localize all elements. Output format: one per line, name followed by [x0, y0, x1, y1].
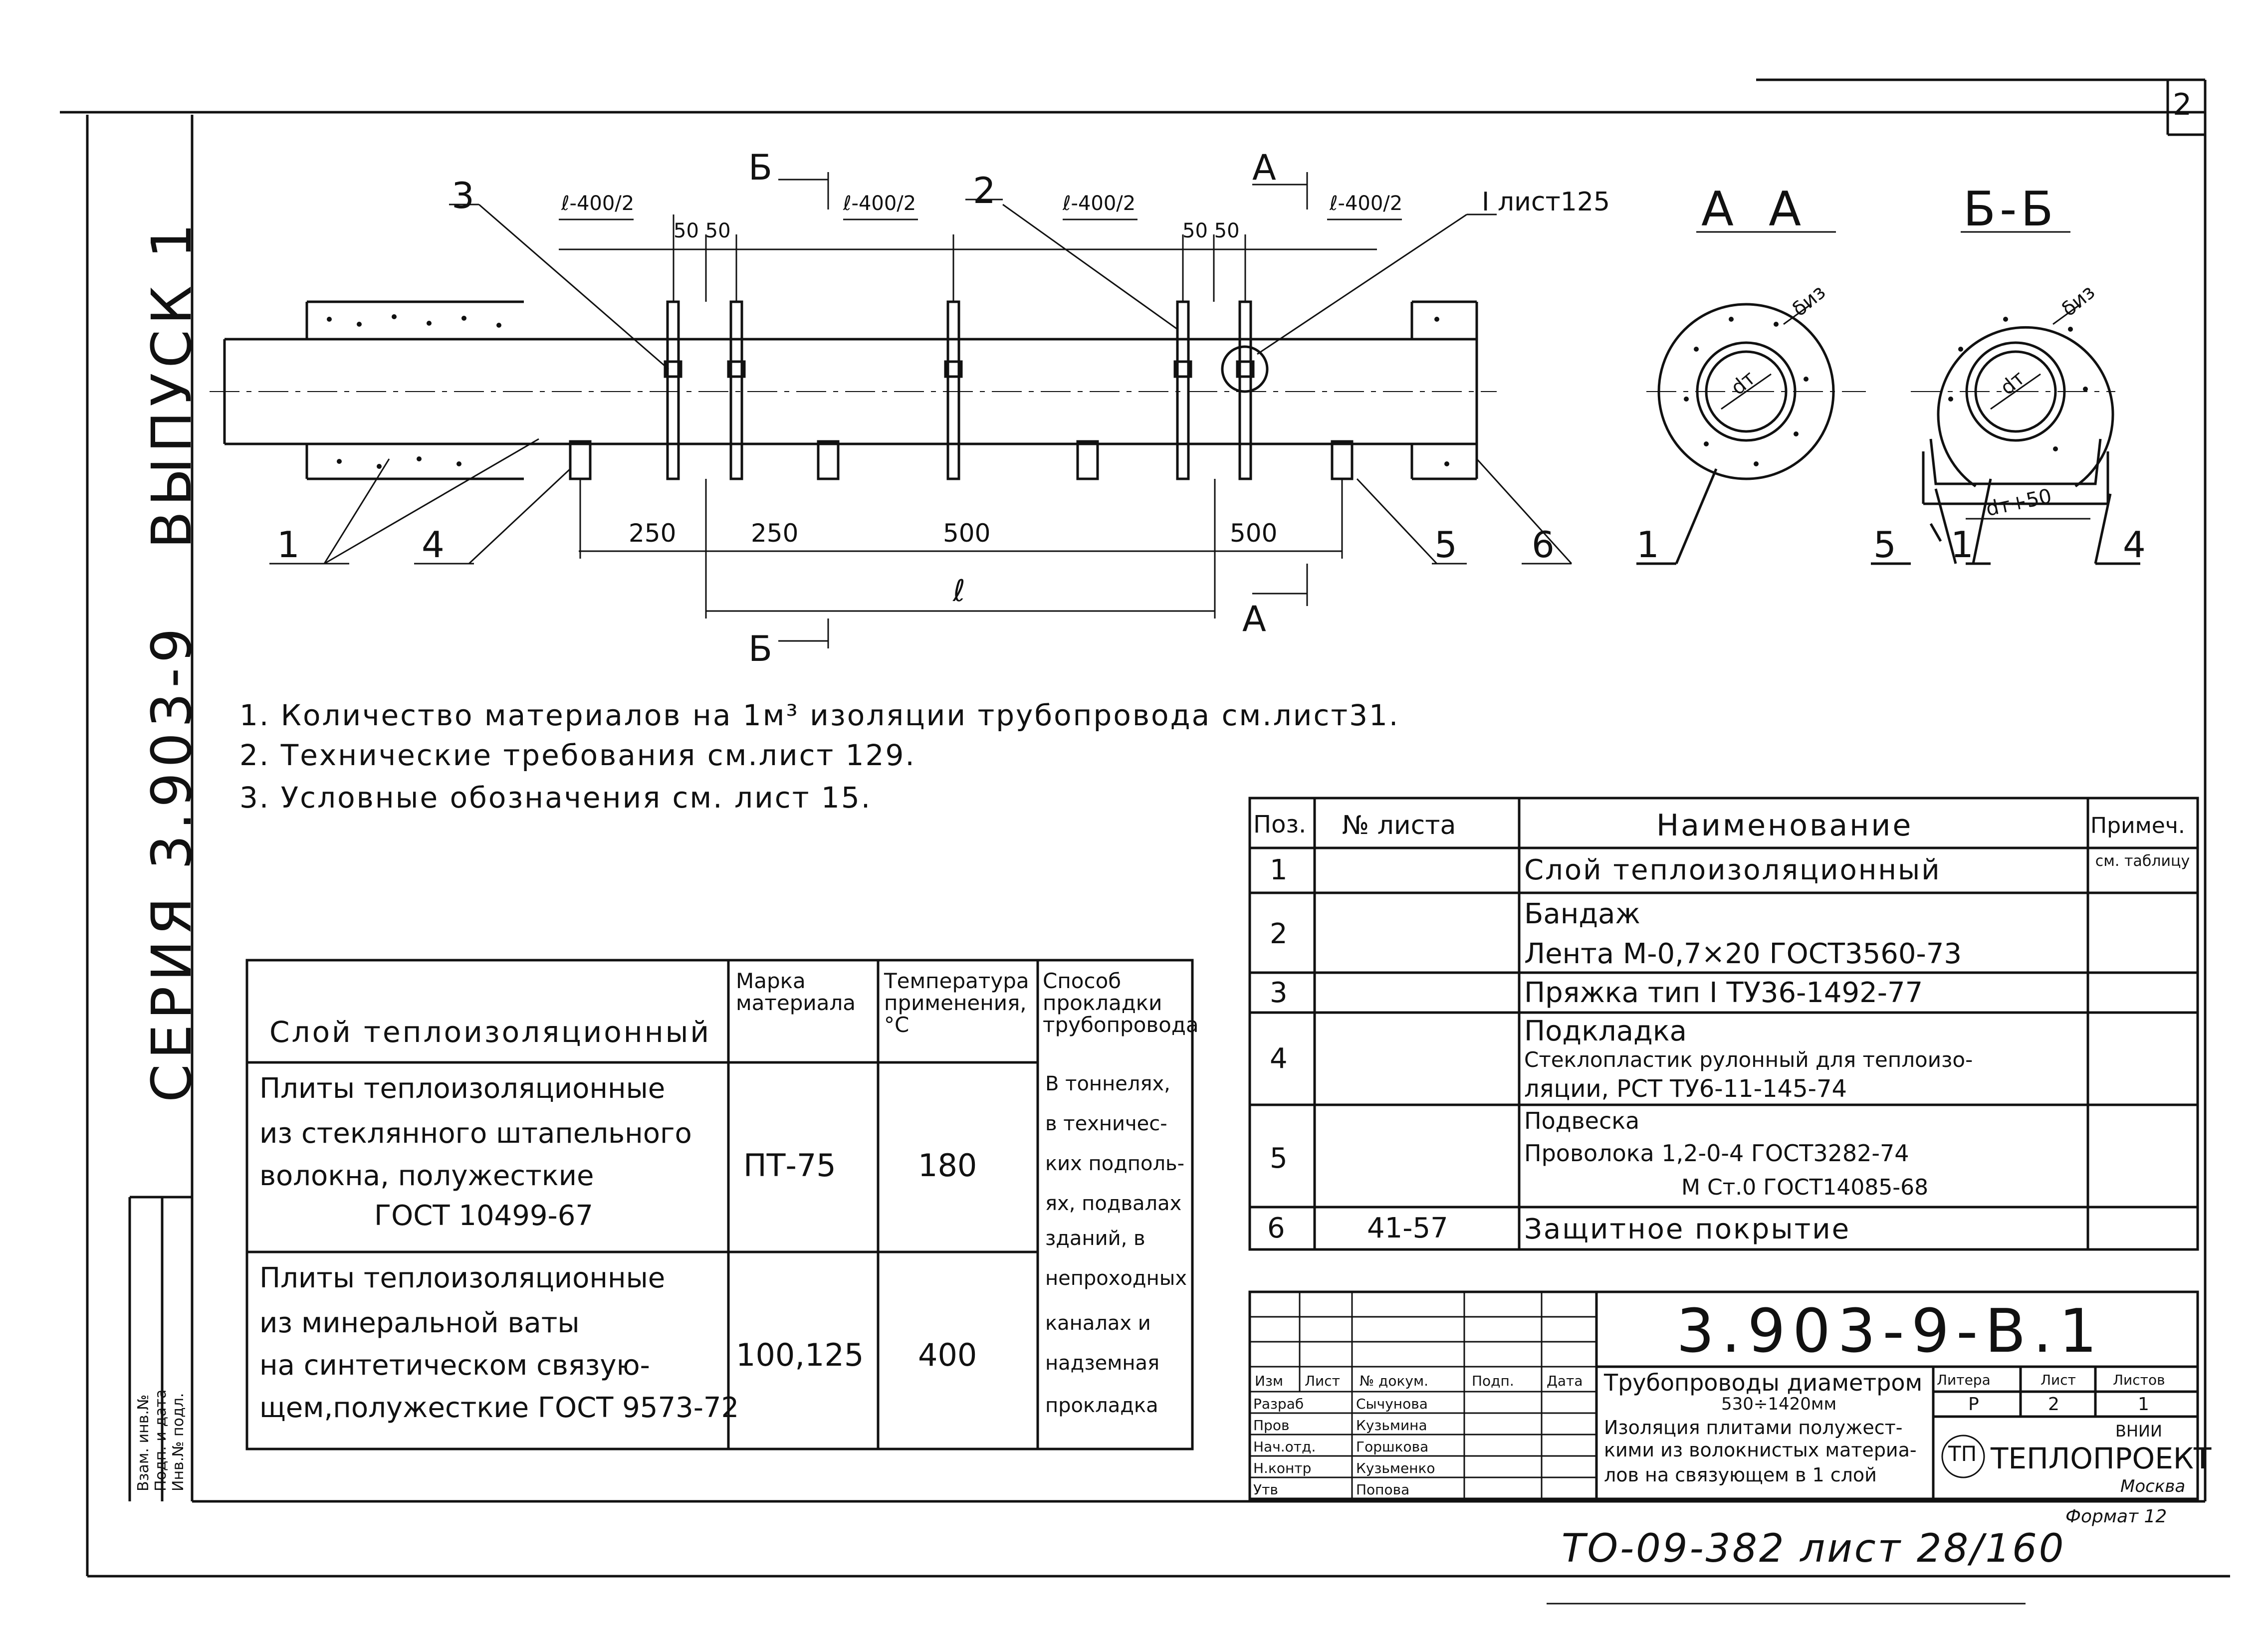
callout-bb-1: 1: [1951, 524, 1974, 566]
spec-row1-pos: 1: [1270, 854, 1288, 886]
mat-row2-name-3: щем,полужесткие ГОСТ 9573-72: [259, 1392, 739, 1424]
spec-row5-name-2: М Ст.0 ГОСТ14085-68: [1681, 1175, 1929, 1200]
spec-row4-name-1: Стеклопластик рулонный для теплоизо-: [1524, 1047, 1973, 1072]
dim-half-gap-2: ℓ-400/2: [843, 192, 916, 215]
callout-6: 6: [1532, 524, 1555, 566]
mat-method-2: ких подполь-: [1045, 1152, 1185, 1175]
dim-half-gap-3: ℓ-400/2: [1063, 192, 1136, 215]
section-aa-title: А А: [1701, 182, 1812, 237]
mat-header-mark: Марка материала: [736, 969, 856, 1015]
callout-bb-4: 4: [2123, 524, 2146, 566]
spec-row2-pos: 2: [1270, 918, 1288, 950]
mat-method-1: в техничес-: [1045, 1112, 1167, 1135]
note-2: 2. Технические требования см.лист 129.: [239, 738, 916, 772]
title-line-4: лов на связующем в 1 слой: [1604, 1464, 1877, 1486]
head-col-2: № докум.: [1360, 1373, 1429, 1389]
spec-row4-pos: 4: [1270, 1042, 1288, 1075]
callout-5: 5: [1434, 524, 1457, 566]
mat-method-3: ях, подвалах: [1045, 1192, 1182, 1215]
title-line-3: кими из волокнистых материа-: [1604, 1439, 1917, 1461]
mat-row1-mark: ПТ-75: [743, 1147, 836, 1184]
dim-half-gap-4: ℓ-400/2: [1330, 192, 1403, 215]
spec-row4-name-2: ляции, РСТ ТУ6-11-145-74: [1524, 1075, 1847, 1103]
dim-250-a: 250: [629, 519, 677, 548]
spec-header-pos: Поз.: [1253, 811, 1307, 838]
page-corner-number: 2: [2173, 87, 2192, 122]
spec-row1-note: см. таблицу: [2095, 852, 2190, 870]
side-stamp-issue: ВЫПУСК 1: [140, 218, 204, 549]
stage-value-0: Р: [1968, 1394, 1979, 1415]
spec-row5-pos: 5: [1270, 1142, 1288, 1175]
spec-row1-name: Слой теплоизоляционный: [1524, 854, 1941, 886]
spec-header-name: Наименование: [1656, 808, 1913, 843]
spec-row6-pos: 6: [1267, 1212, 1285, 1244]
format-label: Формат 12: [2065, 1506, 2167, 1527]
name-4: Попова: [1356, 1481, 1410, 1498]
spec-row5-name-1: Проволока 1,2-0-4 ГОСТ3282-74: [1524, 1140, 1909, 1167]
footer-ref: ТО-09-382 лист 28/160: [1562, 1526, 2066, 1571]
margin-stamp-1: Подп. и дата: [152, 1389, 170, 1491]
spec-header-sheet: № листа: [1342, 811, 1456, 840]
mat-row1-name-0: Плиты теплоизоляционные: [259, 1072, 666, 1105]
callout-3: 3: [452, 175, 474, 216]
mat-header-layer: Слой теплоизоляционный: [269, 1015, 711, 1049]
dim-500-a: 500: [943, 519, 991, 548]
dim-half-gap-1: ℓ-400/2: [561, 192, 635, 215]
mat-method-8: прокладка: [1045, 1394, 1158, 1417]
callout-4: 4: [422, 524, 445, 566]
mat-row2-name-1: из минеральной ваты: [259, 1307, 580, 1339]
callout-1: 1: [277, 524, 300, 566]
org-line-1: ТЕПЛОПРОЕКТ: [1991, 1442, 2212, 1475]
mat-row2-name-0: Плиты теплоизоляционные: [259, 1262, 666, 1294]
stage-value-2: 1: [2138, 1394, 2149, 1415]
name-0: Сычунова: [1356, 1396, 1428, 1412]
label-dt-bb: dт: [1996, 366, 2030, 400]
name-1: Кузьмина: [1356, 1417, 1427, 1434]
section-mark-a-bottom: А: [1242, 599, 1266, 639]
name-2: Горшкова: [1356, 1439, 1429, 1455]
head-col-1: Лист: [1305, 1373, 1340, 1389]
section-mark-b-bottom: Б: [748, 628, 773, 669]
mat-row1-name-2: волокна, полужесткие: [259, 1160, 594, 1192]
detail-ref: I лист125: [1482, 187, 1610, 217]
section-mark-b-top: Б: [748, 147, 773, 188]
head-col-0: Изм: [1255, 1373, 1283, 1389]
stage-header-2: Листов: [2113, 1372, 2165, 1388]
org-line-0: ВНИИ: [2115, 1422, 2162, 1441]
label-dt50: dт+50: [1984, 484, 2054, 521]
callout-bb-5: 5: [1873, 524, 1896, 566]
margin-stamp-2: Инв.№ подл.: [170, 1393, 187, 1491]
dim-250-b: 250: [751, 519, 799, 548]
stage-header-0: Литера: [1937, 1372, 1991, 1388]
mat-row1-name-3: ГОСТ 10499-67: [374, 1200, 593, 1232]
title-block-code: 3.903-9-В.1: [1676, 1297, 2104, 1366]
mat-row2-temp: 400: [918, 1337, 977, 1373]
label-dt-aa: dт: [1726, 366, 1760, 400]
spec-row2-name-0: Бандаж: [1524, 898, 1640, 930]
mat-row2-mark: 100,125: [736, 1337, 864, 1373]
spec-row6-name: Защитное покрытие: [1524, 1213, 1851, 1245]
head-col-4: Дата: [1547, 1373, 1583, 1389]
label-diz-aa: δиз: [1788, 280, 1830, 321]
label-diz-bb: δиз: [2057, 280, 2100, 321]
margin-stamp-0: Взам. инв.№: [135, 1394, 152, 1491]
spec-row3-pos: 3: [1270, 977, 1288, 1009]
spec-row6-sheet: 41-57: [1367, 1212, 1448, 1244]
mat-method-6: каналах и: [1045, 1312, 1151, 1335]
dim-500-b: 500: [1230, 519, 1278, 548]
mat-method-7: надземная: [1045, 1352, 1160, 1375]
dim-l: ℓ: [953, 574, 965, 609]
title-line-0: Трубопроводы диаметром: [1604, 1369, 1923, 1396]
note-3: 3. Условные обозначения см. лист 15.: [239, 781, 872, 815]
mat-method-4: зданий, в: [1045, 1227, 1145, 1250]
org-line-2: Москва: [2120, 1476, 2186, 1496]
stage-value-1: 2: [2048, 1394, 2059, 1415]
callout-2: 2: [973, 170, 996, 211]
side-stamp-series: СЕРИЯ 3.903-9: [140, 623, 204, 1102]
role-4: Утв: [1253, 1481, 1278, 1498]
mat-header-temp: Температура применения, °С: [884, 969, 1029, 1037]
head-col-3: Подп.: [1472, 1373, 1514, 1389]
dim-50-right: 50 50: [1182, 219, 1240, 242]
title-line-1: 530÷1420мм: [1721, 1394, 1837, 1414]
role-1: Пров: [1253, 1417, 1290, 1434]
stage-header-1: Лист: [2041, 1372, 2076, 1388]
mat-header-method: Способ прокладки трубопровода: [1043, 969, 1199, 1037]
role-2: Нач.отд.: [1253, 1439, 1316, 1455]
mat-row1-name-1: из стеклянного штапельного: [259, 1117, 692, 1150]
role-3: Н.контр: [1253, 1460, 1312, 1476]
spec-row5-name-0: Подвеска: [1524, 1107, 1640, 1134]
spec-row3-name: Пряжка тип I ТУ36-1492-77: [1524, 977, 1923, 1009]
section-mark-a-top: А: [1252, 147, 1276, 188]
mat-method-0: В тоннелях,: [1045, 1072, 1170, 1095]
mat-row2-name-2: на синтетическом связую-: [259, 1349, 650, 1382]
org-logo-mark: ТП: [1948, 1442, 1977, 1466]
note-1: 1. Количество материалов на 1м³ изоляции трубопровода см.лист31.: [239, 698, 1400, 732]
spec-header-note: Примеч.: [2090, 813, 2185, 838]
mat-row1-temp: 180: [918, 1147, 977, 1184]
spec-row2-name-1: Лента М-0,7×20 ГОСТ3560-73: [1524, 938, 1962, 970]
name-3: Кузьменко: [1356, 1460, 1435, 1476]
callout-aa-1: 1: [1636, 524, 1659, 566]
section-bb-title: Б-Б: [1963, 182, 2057, 237]
dim-50-left: 50 50: [674, 219, 731, 242]
spec-row4-name-0: Подкладка: [1524, 1015, 1687, 1047]
title-line-2: Изоляция плитами полужест-: [1604, 1417, 1903, 1439]
mat-method-5: непроходных: [1045, 1267, 1187, 1290]
role-0: Разраб: [1253, 1396, 1304, 1412]
